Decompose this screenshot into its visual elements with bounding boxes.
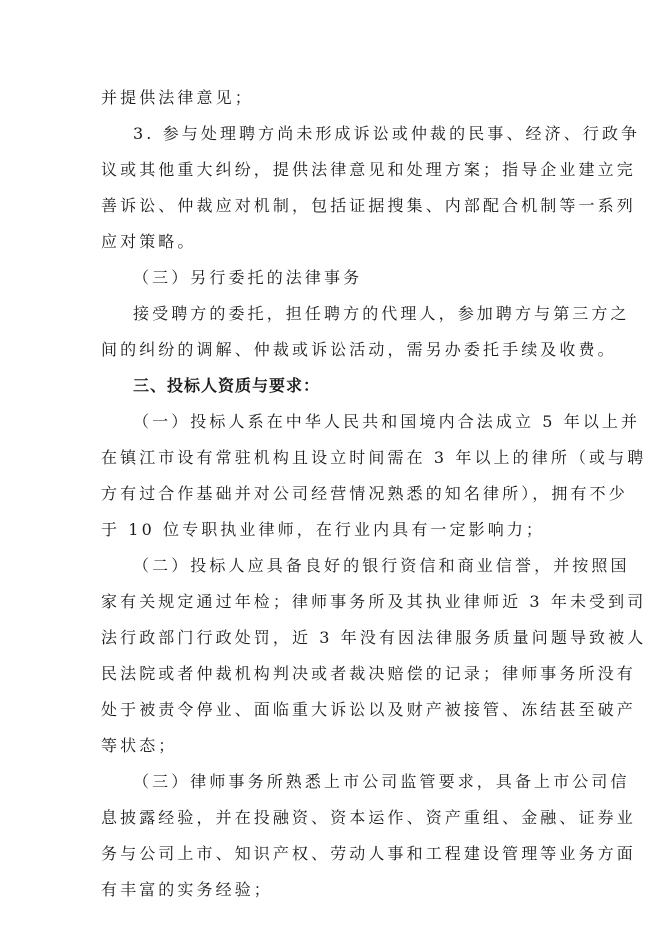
paragraph-line: 方有过合作基础并对公司经营情况熟悉的知名律所），拥有不少	[101, 484, 628, 503]
paragraph-line: 善诉讼、仲裁应对机制，包括证据搜集、内部配合机制等一系列	[101, 196, 636, 215]
subheading: （三）另行委托的法律事务	[133, 268, 363, 287]
paragraph-line: （三）律师事务所熟悉上市公司监管要求，具备上市公司信	[133, 772, 630, 791]
paragraph-line: （一）投标人系在中华人民共和国境内合法成立 5 年以上并	[133, 412, 641, 431]
paragraph-line: 间的纠纷的调解、仲裁或诉讼活动，需另办委托手续及收费。	[101, 340, 617, 359]
paragraph-line: 应对策略。	[101, 232, 197, 251]
paragraph-line: 有丰富的实务经验；	[101, 880, 273, 899]
paragraph-line: 3. 参与处理聘方尚未形成诉讼或仲裁的民事、经济、行政争	[133, 124, 641, 143]
paragraph-line: 并提供法律意见；	[101, 88, 254, 107]
paragraph-line: 务与公司上市、知识产权、劳动人事和工程建设管理等业务方面	[101, 844, 636, 863]
paragraph-line: 处于被责令停业、面临重大诉讼以及财产被接管、冻结甚至破产	[101, 700, 636, 719]
paragraph-line: （二）投标人应具备良好的银行资信和商业信誉，并按照国	[133, 556, 630, 575]
paragraph-line: 于 10 位专职执业律师，在行业内具有一定影响力；	[101, 520, 546, 539]
paragraph-line: 家有关规定通过年检；律师事务所及其执业律师近 3 年未受到司	[101, 592, 647, 611]
document-page	[101, 84, 647, 912]
paragraph-line: 议或其他重大纠纷，提供法律意见和处理方案；指导企业建立完	[101, 160, 636, 179]
section-heading: 三、投标人资质与要求：	[133, 376, 321, 395]
paragraph-line: 法行政部门行政处罚，近 3 年没有因法律服务质量问题导致被人	[101, 628, 647, 647]
paragraph-line: 等状态；	[101, 736, 178, 755]
paragraph-line: 在镇江市设有常驻机构且设立时间需在 3 年以上的律所（或与聘	[101, 448, 647, 467]
paragraph-line: 接受聘方的委托，担任聘方的代理人，参加聘方与第三方之	[133, 304, 630, 323]
paragraph-line: 息披露经验，并在投融资、资本运作、资产重组、金融、证券业	[101, 808, 636, 827]
paragraph-line: 民法院或者仲裁机构判决或者裁决赔偿的记录；律师事务所没有	[101, 664, 636, 683]
